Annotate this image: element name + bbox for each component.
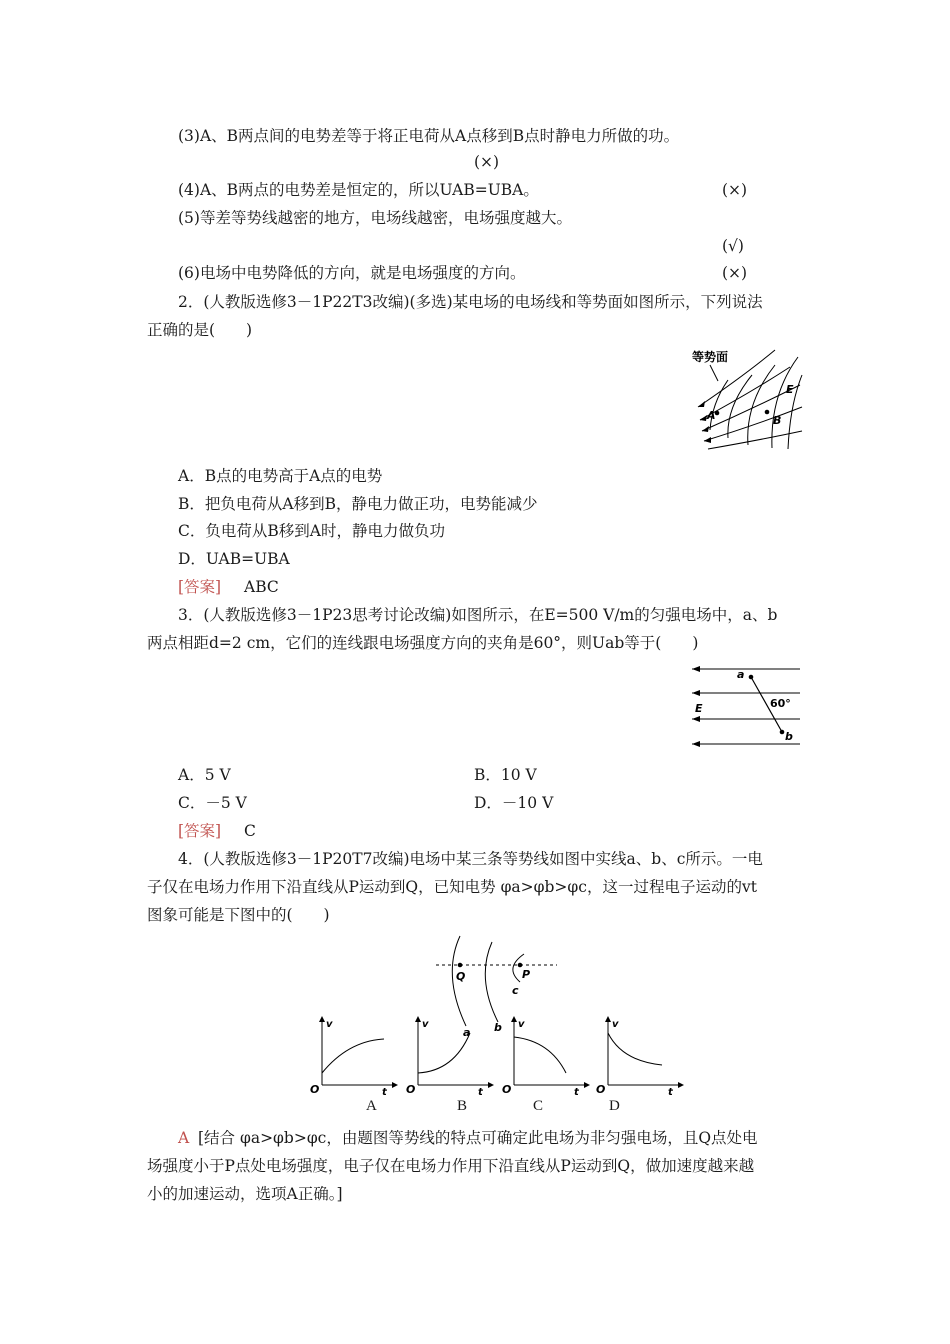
q4-stem-line2: 子仅在电场力作用下沿直线从P运动到Q，已知电势 φa>φb>φc，这一过程电子运动的vt bbox=[147, 878, 757, 896]
svg-text:v: v bbox=[422, 1019, 429, 1030]
q4-stem-line3: 图象可能是下图中的( ) bbox=[147, 906, 330, 924]
q3-option-c: C．－5 V bbox=[178, 794, 247, 812]
q4-label-P: P bbox=[522, 968, 531, 981]
q3-option-b: B．10 V bbox=[474, 766, 537, 784]
q2-answer-tag: [答案] bbox=[178, 578, 222, 596]
q2-option-a: A．B点的电势高于A点的电势 bbox=[178, 467, 383, 485]
q3-label-a: a bbox=[737, 668, 745, 681]
q4-label-a: a bbox=[463, 1026, 471, 1039]
graph-caption-b: B bbox=[457, 1098, 468, 1114]
graph-a bbox=[310, 1016, 398, 1098]
graph-caption-c: C bbox=[533, 1098, 544, 1114]
q2-label-A: A bbox=[707, 409, 716, 422]
q4-stem-line1: 4．(人教版选修3－1P20T7改编)电场中某三条等势线如图中实线a、b、c所示。一电 bbox=[178, 850, 763, 868]
q3-stem-line1: 3．(人教版选修3－1P23思考讨论改编)如图所示，在E=500 V/m的匀强电场中，a、b bbox=[178, 606, 778, 624]
q3-option-d: D．－10 V bbox=[474, 794, 554, 812]
q1-item5-mark: (√) bbox=[722, 237, 744, 255]
q1-item4-mark: (×) bbox=[722, 181, 748, 199]
svg-text:O: O bbox=[502, 1083, 512, 1096]
svg-text:t: t bbox=[574, 1087, 579, 1098]
svg-text:t: t bbox=[382, 1087, 387, 1098]
q1-item3-mark: (×) bbox=[474, 153, 500, 171]
graph-c bbox=[502, 1016, 590, 1098]
q2-option-d: D．UAB=UBA bbox=[178, 550, 290, 568]
q2-option-b: B．把负电荷从A移到B，静电力做正功，电势能减少 bbox=[178, 495, 538, 513]
svg-text:t: t bbox=[668, 1087, 673, 1098]
q3-answer-tag: [答案] bbox=[178, 822, 222, 840]
q1-item6-mark: (×) bbox=[722, 264, 748, 282]
q3-label-b: b bbox=[785, 730, 793, 743]
q3-field-figure bbox=[690, 662, 805, 750]
graph-caption-a: A bbox=[366, 1098, 377, 1114]
q1-item5: (5)等差等势线越密的地方，电场线越密，电场强度越大。 bbox=[178, 209, 572, 227]
svg-text:O: O bbox=[596, 1083, 606, 1096]
q4-answer-letter: A bbox=[178, 1129, 190, 1147]
q2-label-surface: 等势面 bbox=[692, 350, 729, 364]
graph-d bbox=[596, 1016, 684, 1098]
svg-text:v: v bbox=[612, 1019, 619, 1030]
q2-option-c: C．负电荷从B移到A时，静电力做负功 bbox=[178, 522, 445, 540]
q2-label-E: E bbox=[786, 383, 794, 396]
q2-stem-line2: 正确的是( ) bbox=[147, 321, 253, 339]
q3-label-angle: 60° bbox=[770, 697, 791, 710]
q4-label-Q: Q bbox=[456, 970, 466, 983]
q3-stem-line2: 两点相距d=2 cm，它们的连线跟电场强度方向的夹角是60°，则Uab等于( ) bbox=[147, 634, 699, 652]
q2-answer: ABC bbox=[244, 578, 279, 596]
svg-text:O: O bbox=[310, 1083, 320, 1096]
q1-item3: (3)A、B两点间的电势差等于将正电荷从A点移到B点时静电力所做的功。 bbox=[178, 127, 680, 145]
q4-label-c: c bbox=[512, 984, 519, 997]
svg-text:v: v bbox=[518, 1019, 525, 1030]
q3-answer: C bbox=[244, 822, 256, 840]
q1-item6: (6)电场中电势降低的方向，就是电场强度的方向。 bbox=[178, 264, 526, 282]
q2-field-figure bbox=[690, 345, 805, 450]
q3-label-E: E bbox=[695, 702, 703, 715]
q4-vt-graphs bbox=[308, 1015, 680, 1098]
q4-explain-line3: 小的加速运动，选项A正确。] bbox=[147, 1185, 343, 1203]
svg-text:v: v bbox=[326, 1019, 333, 1030]
q3-option-a: A．5 V bbox=[178, 766, 231, 784]
q4-explain-line1: [结合 φa>φb>φc，由题图等势线的特点可确定此电场为非匀强电场，且Q点处电 bbox=[198, 1129, 758, 1147]
svg-text:O: O bbox=[406, 1083, 416, 1096]
q2-label-B: B bbox=[773, 414, 782, 427]
graph-caption-d: D bbox=[609, 1098, 620, 1114]
graph-b bbox=[406, 1016, 494, 1098]
q4-explain-line2: 场强度小于P点处电场强度，电子仅在电场力作用下沿直线从P运动到Q，做加速度越来越 bbox=[147, 1157, 755, 1175]
svg-text:t: t bbox=[478, 1087, 483, 1098]
q1-item4: (4)A、B两点的电势差是恒定的，所以UAB=UBA。 bbox=[178, 181, 539, 199]
q2-stem-line1: 2．(人教版选修3－1P22T3改编)(多选)某电场的电场线和等势面如图所示，下列说法 bbox=[178, 293, 763, 311]
q4-label-b: b bbox=[494, 1021, 502, 1034]
